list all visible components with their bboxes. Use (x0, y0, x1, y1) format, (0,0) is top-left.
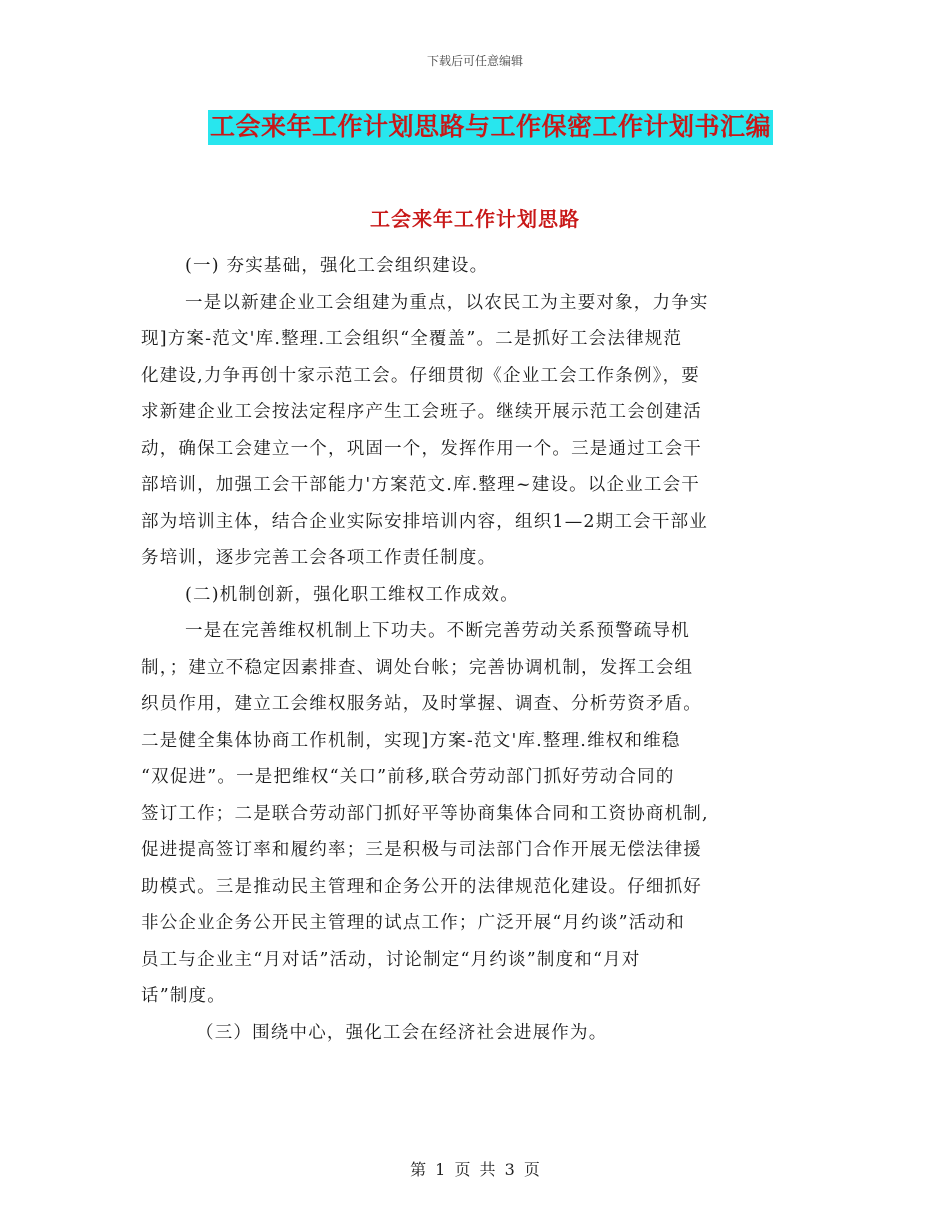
paragraph-line: 现]方案-范文'库.整理.工会组织“全覆盖”。二是抓好工会法律规范 (141, 329, 683, 349)
section-heading-1: (一) 夯实基础，强化工会组织建设。 (185, 256, 489, 276)
document-title: 工会来年工作计划思路与工作保密工作计划书汇编 (208, 110, 773, 145)
paragraph-line: 部培训，加强工会干部能力'方案范文.库.整理~建设。以企业工会干 (141, 475, 700, 495)
header-note: 下载后可任意编辑 (426, 54, 523, 68)
paragraph-line: 化建设,力争再创十家示范工会。仔细贯彻《企业工会工作条例》，要 (141, 365, 701, 386)
paragraph-line: 制，；建立不稳定因素排查、调处台帐；完善协调机制，发挥工会组 (141, 657, 694, 678)
paragraph-line: 签订工作；二是联合劳动部门抓好平等协商集体合同和工资协商机制, (141, 803, 709, 824)
paragraph-line: 一是在完善维权机制上下功夫。不断完善劳动关系预警疏导机 (185, 621, 690, 641)
section-title: 工会来年工作计划思路 (370, 207, 580, 231)
paragraph-line: 求新建企业工会按法定程序产生工会班子。继续开展示范工会创建活 (141, 402, 702, 422)
paragraph-line: 织员作用，建立工会维权服务站，及时掌握、调查、分析劳资矛盾。 (141, 694, 702, 714)
paragraph-line: 一是以新建企业工会组建为重点，以农民工为主要对象，力争实 (185, 292, 709, 313)
paragraph-line: “双促进”。一是把维权“关口”前移,联合劳动部门抓好劳动合同的 (141, 767, 675, 787)
paragraph-line: 非公企业企务公开民主管理的试点工作；广泛开展“月约谈”活动和 (141, 913, 685, 933)
section-heading-3: （三）围绕中心，强化工会在经济社会进展作为。 (196, 1022, 608, 1043)
paragraph-line: 员工与企业主“月对话”活动，讨论制定“月约谈”制度和“月对 (141, 949, 641, 970)
paragraph-line: 部为培训主体，结合企业实际安排培训内容，组织1—2期工会干部业 (141, 511, 708, 532)
document-body (141, 248, 801, 1051)
paragraph-line: 促进提高签订率和履约率；三是积极与司法部门合作开展无偿法律援 (141, 840, 702, 860)
paragraph-line: 二是健全集体协商工作机制，实现]方案-范文'库.整理.维权和维稳 (141, 730, 681, 751)
page-number: 第 1 页 共 3 页 (410, 1160, 540, 1179)
paragraph-line: 助模式。三是推动民主管理和企务公开的法律规范化建设。仔细抓好 (141, 876, 702, 897)
paragraph-line: 动，确保工会建立一个，巩固一个，发挥作用一个。三是通过工会干 (141, 438, 702, 459)
paragraph-line: 话”制度。 (141, 986, 226, 1006)
section-heading-2: (二)机制创新，强化职工维权工作成效。 (185, 584, 519, 605)
paragraph-line: 务培训，逐步完善工会各项工作责任制度。 (141, 548, 497, 568)
